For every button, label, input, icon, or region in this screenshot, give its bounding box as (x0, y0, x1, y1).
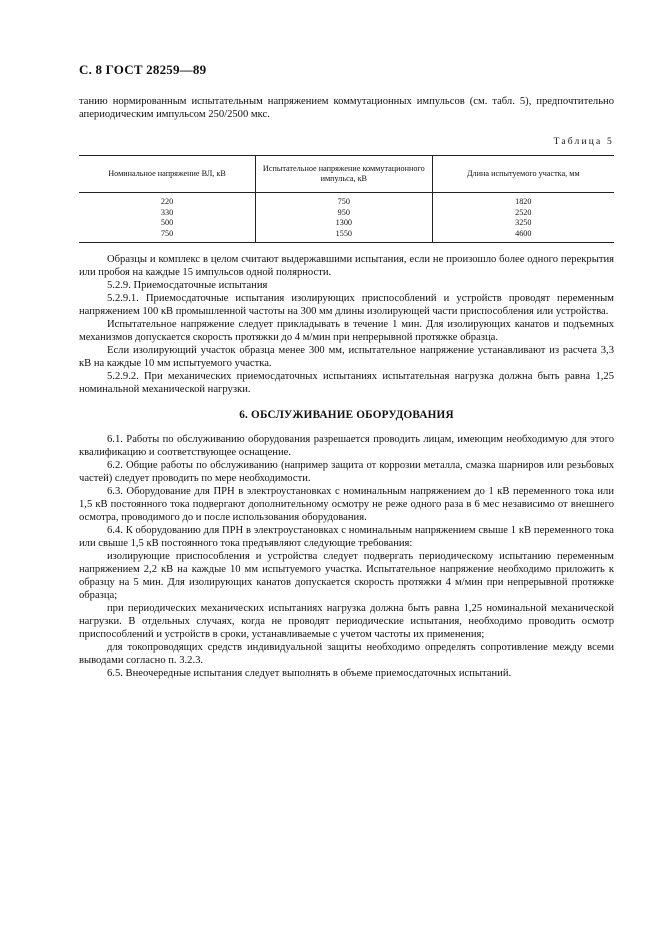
section-heading: 6. ОБСЛУЖИВАНИЕ ОБОРУДОВАНИЯ (239, 409, 454, 421)
table-cell: 750 (256, 193, 433, 208)
paragraph: Испытательное напряжение следует прикладывать в течение 1 мин. Для изолирующих канатов и подъемных механизмов допускается скорость протяжки до 4 м/мин при непрерывной протяжке образца. (79, 319, 614, 343)
paragraph: 6.2. Общие работы по обслуживанию (например защита от коррозии металла, смазка шарниров или резьбовых частей) следует проводить по мере необходимости. (79, 460, 614, 484)
table-row (79, 218, 614, 229)
table-cell: 3250 (432, 218, 614, 229)
column-header: Длина испытуемого участка, мм (432, 156, 614, 193)
list-item: при периодических механических испытаниях нагрузка должна быть равна 1,25 номинальной механической нагрузки. В отдельных случаях, когда не проводят периодические испытания, необходимо проводить осмотр приспособлений и устройств в сроки, устанавливаемые с учетом частоты их применения; (79, 603, 614, 640)
table-cell: 950 (256, 208, 433, 219)
list-item: для токопроводящих средств индивидуальной защиты необходимо определять сопротивление между всеми выводами согласно п. 3.2.3. (79, 642, 614, 666)
page-content (79, 95, 614, 680)
paragraph: танию нормированным испытательным напряжением коммутационных импульсов (см. табл. 5), предпочтительно апериодическим импульсом 250/2500 мкс. (79, 96, 614, 120)
table-cell: 1550 (256, 229, 433, 243)
table-cell: 330 (160, 207, 174, 217)
table-cell: 500 (160, 218, 174, 228)
table-cell: 1820 (432, 193, 614, 208)
column-header: Испытательное напряжение коммутационного импульса, кВ (256, 156, 433, 193)
paragraph: 6.3. Оборудование для ПРН в электроустановках с номинальным напряжением до 1 кВ переменного тока или 1,5 кВ постоянного тока подвергают дополнительному осмотру не реже одного раза в 6 мес независимо от внешнего осмотра, проводимого до и после использования оборудования. (79, 486, 614, 523)
table-cell: 750 (79, 229, 256, 243)
table-row (79, 208, 614, 219)
table-caption: Таблица 5 (553, 137, 614, 147)
page-header: С. 8 ГОСТ 28259—89 (79, 62, 207, 77)
list-item: изолирующие приспособления и устройства следует подвергать периодическому испытанию переменным напряжением 2,2 кВ на каждые 10 мм испытуемого участка. Испытательное напряжение необходимо приложить к образцу на 5 мин. Для изолирующих канатов допускается скорость протяжки 4 м/мин при непрерывной протяжке образца; (79, 551, 614, 601)
paragraph: 5.2.9.1. Приемосдаточные испытания изолирующих приспособлений и устройств проводят переменным напряжением 100 кВ промышленной частоты на 300 мм длины изолирующей части приспособления или устройства. (79, 293, 614, 317)
paragraph: Если изолирующий участок образца менее 300 мм, испытательное напряжение устанавливают из расчета 3,3 кВ на каждые 10 мм испытуемого участка. (79, 345, 614, 369)
table-header-row (79, 156, 614, 193)
paragraph: 5.2.9.2. При механических приемосдаточных испытаниях испытательная нагрузка должна быть равна 1,25 номинальной механической нагрузки. (79, 371, 614, 395)
paragraph: Образцы и комплекс в целом считают выдержавшими испытания, если не произошло более одного перекрытия или пробоя на каждые 15 импульсов одной полярности. (79, 254, 614, 278)
subsection-heading: 5.2.9. Приемосдаточные испытания (107, 280, 268, 291)
table-row (79, 193, 614, 208)
table-row (79, 229, 614, 243)
table-cell: 2520 (432, 208, 614, 219)
paragraph: 6.1. Работы по обслуживанию оборудования разрешается проводить лицам, имеющим необходимую для этого квалификацию и соответствующее оснащение. (79, 434, 614, 458)
column-header: Номинальное напряжение ВЛ, кВ (79, 156, 256, 193)
table-cell: 1300 (256, 218, 433, 229)
table-cell: 220 (160, 197, 174, 207)
table-cell: 4600 (432, 229, 614, 243)
paragraph: 6.4. К оборудованию для ПРН в электроустановках с номинальным напряжением свыше 1 кВ переменного тока или свыше 1,5 кВ постоянного тока предъявляют следующие требования: (79, 525, 614, 549)
paragraph: 6.5. Внеочередные испытания следует выполнять в объеме приемосдаточных испытаний. (107, 668, 512, 679)
data-table (79, 155, 614, 243)
